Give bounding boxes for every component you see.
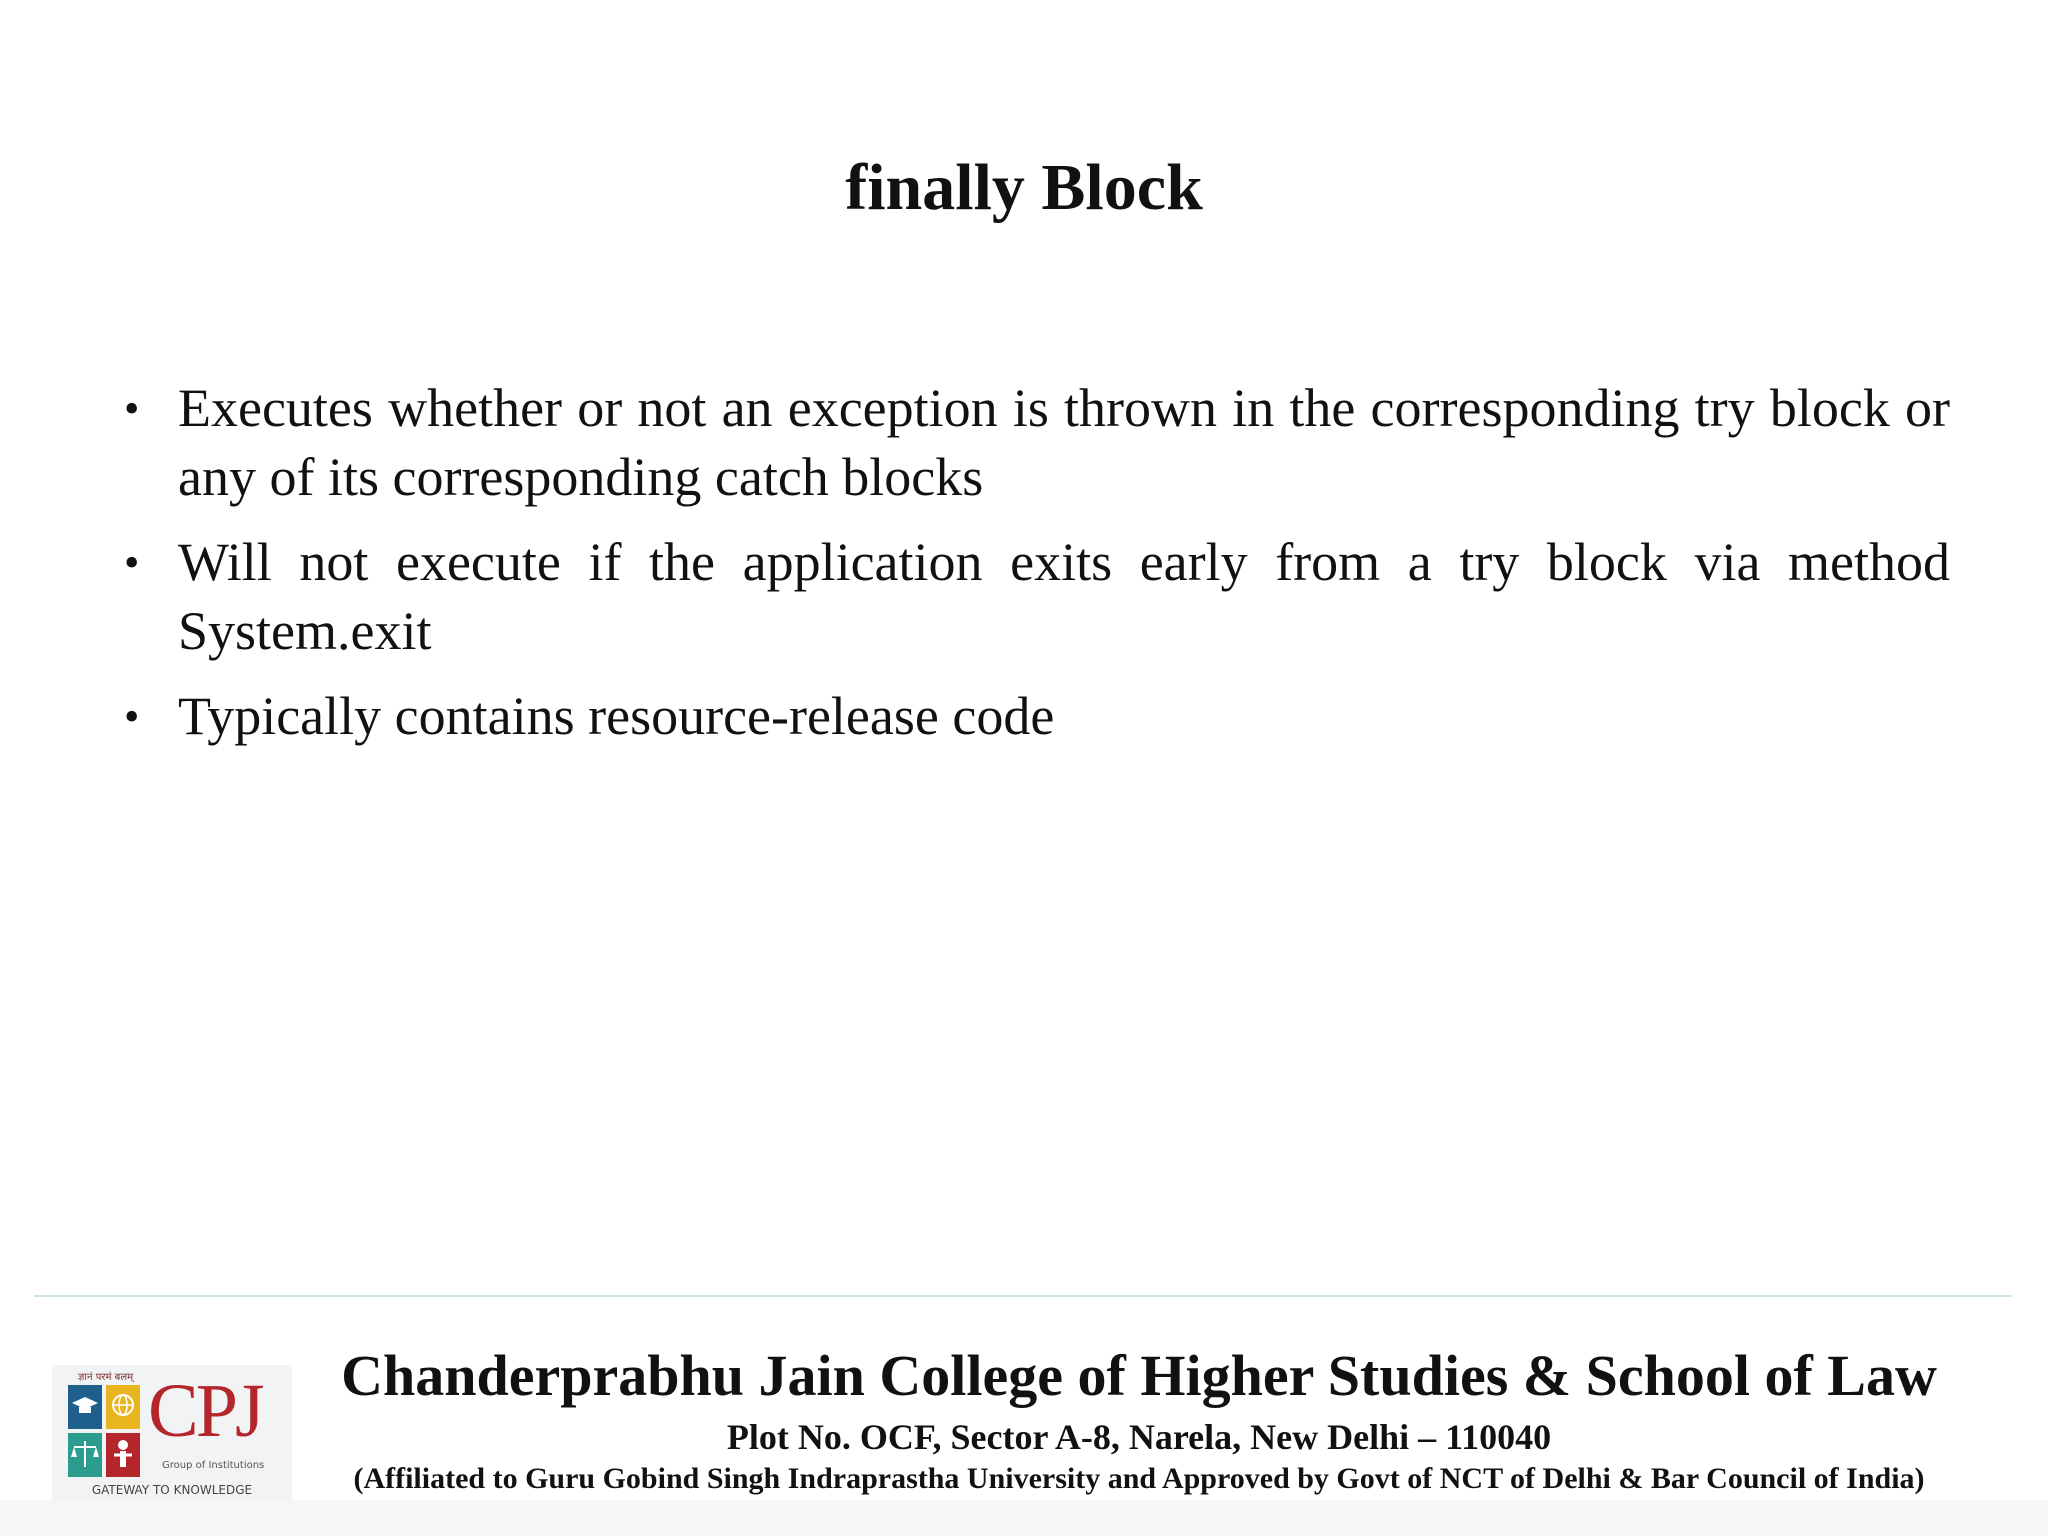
logo-globe-icon (106, 1385, 140, 1429)
bullet-item (124, 682, 1950, 751)
bullet-marker: • (124, 384, 140, 433)
bullet-item (124, 528, 1950, 666)
slide-title: finally Block (845, 151, 1203, 224)
bullet-text: Will not execute if the application exits early from a try block via method System.exit (178, 532, 1950, 661)
bullet-marker: • (124, 538, 140, 587)
college-address: Plot No. OCF, Sector A-8, Narela, New Delhi – 110040 (726, 1417, 1552, 1457)
footer-strip (0, 1500, 2048, 1536)
bullet-text: Typically contains resource-release code (178, 686, 1055, 746)
footer-divider (34, 1295, 2012, 1297)
college-logo (52, 1365, 292, 1502)
bullet-item (124, 374, 1950, 512)
logo-motto: ज्ञानं परमं बलम् (78, 1372, 134, 1383)
logo-tagline: Group of Institutions (162, 1460, 265, 1471)
logo-person-icon (106, 1433, 140, 1477)
bullet-list (124, 374, 1950, 767)
logo-gateway-text: GATEWAY TO KNOWLEDGE (91, 1483, 253, 1497)
college-affiliation: (Affiliated to Guru Gobind Singh Indraprastha University and Approved by Govt of NCT of Delhi & Bar Council of India) (353, 1462, 1925, 1495)
college-name: Chanderprabhu Jain College of Higher Studies & School of Law (341, 1343, 1937, 1408)
logo-emblem (68, 1385, 140, 1477)
bullet-text: Executes whether or not an exception is thrown in the corresponding try block or any of its corresponding catch blocks (178, 378, 1950, 507)
logo-scales-icon (68, 1433, 102, 1477)
bullet-marker: • (124, 692, 140, 741)
logo-graduation-cap-icon (68, 1385, 102, 1429)
logo-letters: CPJ (148, 1369, 262, 1453)
